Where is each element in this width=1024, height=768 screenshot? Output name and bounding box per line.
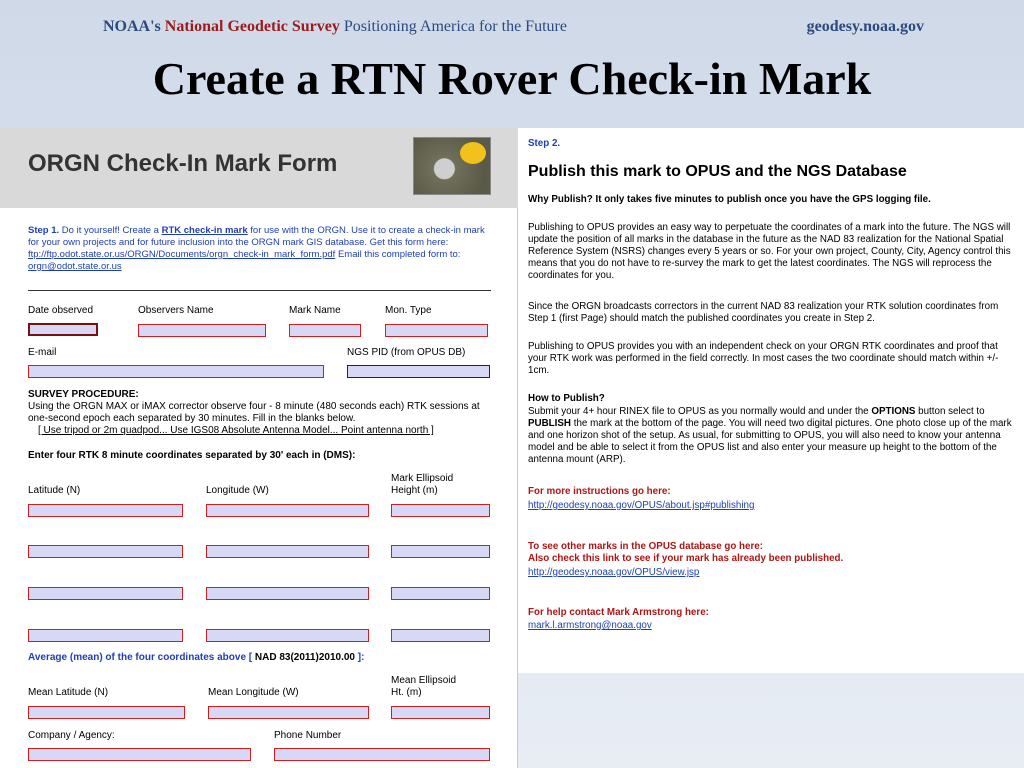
date-observed-label: Date observed <box>28 305 94 316</box>
ht-field-4[interactable] <box>391 629 490 642</box>
company-field[interactable] <box>28 748 251 761</box>
ht-field-2[interactable] <box>391 545 490 558</box>
survey-text: Using the ORGN MAX or iMAX corrector observe four - 8 minute (480 seconds each) RTK sessions at one-second epoch each separated by 30 minutes. Fill in the blanks below. <box>28 401 480 424</box>
paragraph-2: Since the ORGN broadcasts correctors in the current NAD 83 realization your RTK solution coordinates from Step 1 (first Page) should match the published coordinates you create in Step 2. <box>528 301 999 324</box>
step1-text-b: for use with the ORGN. Use it to create a check-in mark for your own projects and for future inclusion into the ORGN mark GIS database. Get this form here: <box>28 225 485 248</box>
lon-field-3[interactable] <box>206 587 369 600</box>
step1-label: Step 1. <box>28 225 60 236</box>
how-text-a: Submit your 4+ hour RINEX file to OPUS as you normally would and under the <box>528 406 872 417</box>
slide-header <box>0 0 1024 128</box>
step2-label: Step 2. <box>528 138 561 149</box>
step2-panel <box>518 128 1024 673</box>
step2-heading: Publish this mark to OPUS and the NGS Database <box>528 163 907 180</box>
header-tagline: Positioning America for the Future <box>343 18 567 35</box>
how-heading: How to Publish? <box>528 393 605 404</box>
lat-field-2[interactable] <box>28 545 183 558</box>
help-heading: For help contact Mark Armstrong here: <box>528 607 709 618</box>
date-observed-field[interactable] <box>28 323 98 336</box>
mean-ht-label-1: Mean Ellipsoid <box>391 675 457 686</box>
email-field[interactable] <box>28 365 324 378</box>
form-pdf-link[interactable]: ftp://ftp.odot.state.or.us/ORGN/Documents/orgn_check-in_mark_form.pdf <box>28 249 336 260</box>
phone-field[interactable] <box>274 748 490 761</box>
mean-ht-field[interactable] <box>391 706 490 719</box>
ht-field-1[interactable] <box>391 504 490 517</box>
header-url[interactable]: geodesy.noaa.gov <box>806 18 924 35</box>
opus-view-link[interactable]: http://geodesy.noaa.gov/OPUS/view.jsp <box>528 567 700 578</box>
antenna-pole-graphic <box>460 142 486 164</box>
phone-label: Phone Number <box>274 730 342 741</box>
average-text-c: ]: <box>354 652 365 663</box>
options-keyword: OPTIONS <box>871 406 916 417</box>
why-publish: Why Publish? It only takes five minutes to publish once you have the GPS logging file. <box>528 194 931 205</box>
how-text <box>528 406 1014 466</box>
company-label: Company / Agency: <box>28 730 115 741</box>
ellipsoid-col-label-2: Height (m) <box>391 485 438 496</box>
other-marks-heading-2: Also check this link to see if your mark has already been published. <box>528 553 844 564</box>
ngs-name: National Geodetic Survey <box>164 18 340 35</box>
paragraph-1: Publishing to OPUS provides an easy way to perpetuate the coordinates of a mark into the future. The NGS will update the position of all marks in the database in the future as the NAD 83 realization for the National Spatial Reference System (NSRS) changes every 5 years or so. For your own project, County, City, Agency control this means that you do not have to re-survey the mark to get the latest coordinates. The NGS will reprocess the coordinates for you. <box>528 222 1011 281</box>
ht-field-3[interactable] <box>391 587 490 600</box>
lat-field-3[interactable] <box>28 587 183 600</box>
check-in-form-panel <box>0 128 518 768</box>
lat-field-4[interactable] <box>28 629 183 642</box>
ellipsoid-col-label-1: Mark Ellipsoid <box>391 473 454 484</box>
mean-lon-field[interactable] <box>208 706 369 719</box>
publish-keyword: PUBLISH <box>528 418 572 429</box>
lon-field-2[interactable] <box>206 545 369 558</box>
form-header <box>0 128 518 208</box>
mon-type-label: Mon. Type <box>385 305 432 316</box>
more-instructions-heading: For more instructions go here: <box>528 486 671 497</box>
step1-text-a: Do it yourself! Create a <box>61 225 162 236</box>
step1-instructions <box>28 225 493 273</box>
enter-coords-heading: Enter four RTK 8 minute coordinates separated by 30' each in (DMS): <box>28 450 356 461</box>
mean-lat-field[interactable] <box>28 706 185 719</box>
longitude-col-label: Longitude (W) <box>206 485 269 496</box>
help-email-link[interactable]: mark.l.armstrong@noaa.gov <box>528 620 652 631</box>
rtk-check-in-mark-link[interactable]: RTK check-in mark <box>161 225 248 236</box>
form-title: ORGN Check-In Mark Form <box>28 150 338 177</box>
mon-type-field[interactable] <box>385 324 488 337</box>
average-heading <box>28 652 493 664</box>
email-label: E-mail <box>28 347 57 358</box>
orgn-email-link[interactable]: orgn@odot.state.or.us <box>28 261 122 272</box>
mean-lon-label: Mean Longitude (W) <box>208 687 299 698</box>
survey-bracket-note: [ Use tripod or 2m quadpod... Use IGS08 Absolute Antenna Model... Point antenna north ] <box>38 425 434 436</box>
average-text-a: Average (mean) of the four coordinates above [ <box>28 652 255 663</box>
observers-name-label: Observers Name <box>138 305 214 316</box>
step1-text-c: Email this completed form to: <box>335 249 461 260</box>
header-org <box>103 18 567 36</box>
observers-name-field[interactable] <box>138 324 266 337</box>
noaa-prefix: NOAA's <box>103 18 161 35</box>
how-text-b: button select to <box>915 406 985 417</box>
mean-lat-label: Mean Latitude (N) <box>28 687 109 698</box>
lon-field-4[interactable] <box>206 629 369 642</box>
other-marks-heading-1: To see other marks in the OPUS database go here: <box>528 541 764 552</box>
divider <box>28 290 491 291</box>
average-datum: NAD 83(2011)2010.00 <box>254 652 355 663</box>
mark-name-label: Mark Name <box>289 305 341 316</box>
ngs-pid-label: NGS PID (from OPUS DB) <box>347 347 466 358</box>
survey-procedure <box>28 389 493 437</box>
more-instructions-link[interactable]: http://geodesy.noaa.gov/OPUS/about.jsp#publishing <box>528 500 755 511</box>
how-text-c: the mark at the bottom of the page. You will need two digital pictures. One photo close up of the mark and one horizon shot of the setup. As usual, for submitting to OPUS, you will also need to know your antenna model and be able to select it from the OPUS list and also enter your measure up height to the bottom of the antenna mount (ARP). <box>528 418 1012 465</box>
mean-ht-label-2: Ht. (m) <box>391 687 422 698</box>
mark-name-field[interactable] <box>289 324 361 337</box>
slide-title: Create a RTN Rover Check-in Mark <box>152 53 872 104</box>
latitude-col-label: Latitude (N) <box>28 485 81 496</box>
mark-photo <box>413 137 491 195</box>
ngs-pid-field[interactable] <box>347 365 490 378</box>
paragraph-3: Publishing to OPUS provides you with an independent check on your ORGN RTK coordinates and proof that your RTK work was performed in the field correctly. In most cases the two coordinate should match within +/- 1cm. <box>528 341 999 376</box>
lat-field-1[interactable] <box>28 504 183 517</box>
survey-heading: SURVEY PROCEDURE: <box>28 389 139 400</box>
lon-field-1[interactable] <box>206 504 369 517</box>
